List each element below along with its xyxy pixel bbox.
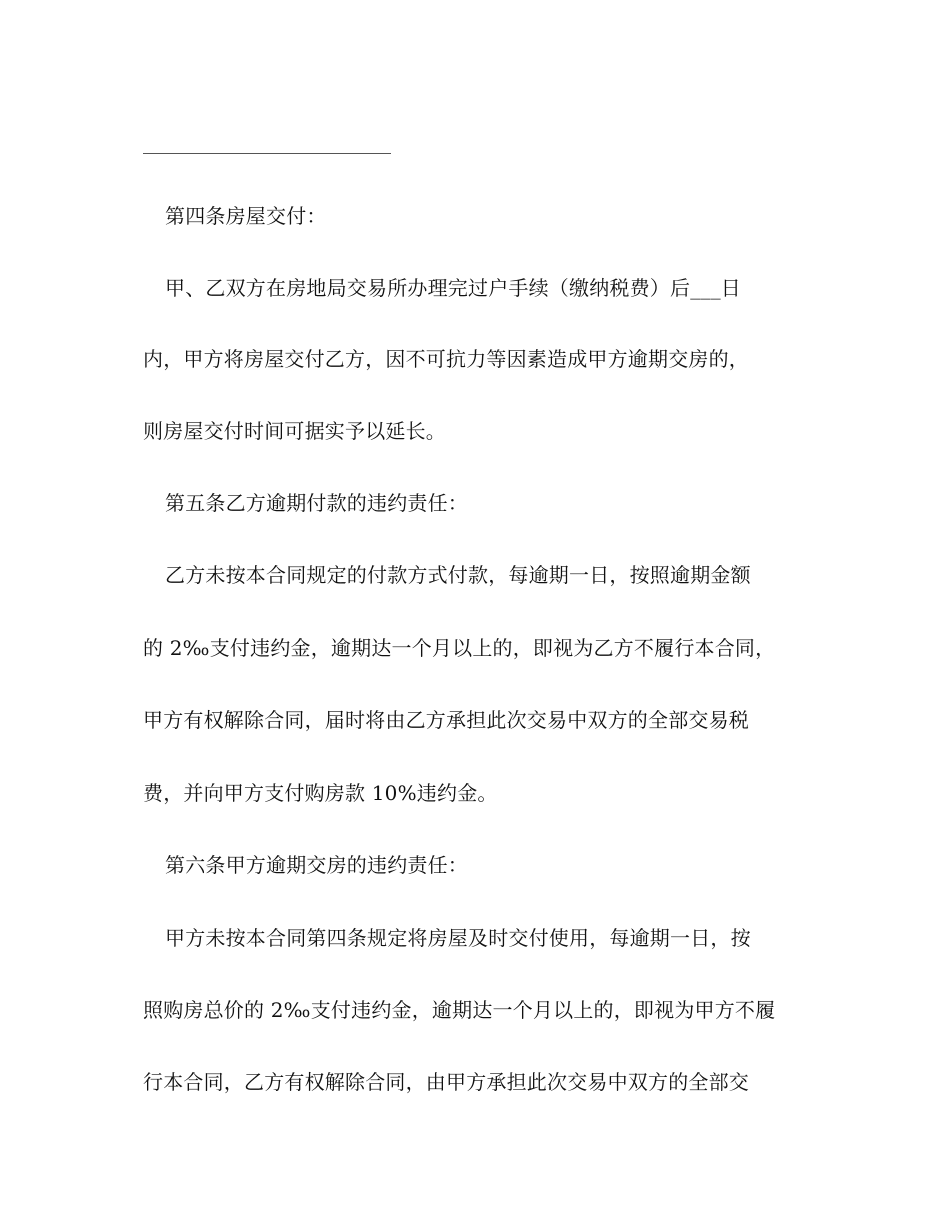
- article-5-text-line-1: 乙方未按本合同规定的付款方式付款，每逾期一日，按照逾期金额: [165, 563, 751, 587]
- article-5-text-line-2: 的 2‰支付违约金，逾期达一个月以上的，即视为乙方不履行本合同，: [143, 636, 776, 660]
- article-5-text-line-4: 费，并向甲方支付购房款 10%违约金。: [143, 781, 498, 805]
- article-6-heading: 第六条甲方逾期交房的违约责任：: [165, 853, 468, 877]
- article-6-text-line-3: 行本合同，乙方有权解除合同，由甲方承担此次交易中双方的全部交: [143, 1070, 749, 1094]
- article-4-text-line-3: 则房屋交付时间可据实予以延长。: [143, 419, 446, 443]
- article-6-text-line-2: 照购房总价的 2‰支付违约金，逾期达一个月以上的，即视为甲方不履: [143, 998, 776, 1022]
- article-6-text-line-1: 甲方未按本合同第四条规定将房屋及时交付使用，每逾期一日，按: [165, 926, 751, 950]
- article-4-text-line-1: 甲、乙双方在房地局交易所办理完过户手续（缴纳税费）后___日: [165, 276, 741, 300]
- article-5-text-line-3: 甲方有权解除合同，届时将由乙方承担此次交易中双方的全部交易税: [143, 708, 749, 732]
- top-divider-line: [143, 153, 391, 154]
- article-4-heading: 第四条房屋交付：: [165, 204, 327, 228]
- article-4-text-line-2: 内，甲方将房屋交付乙方，因不可抗力等因素造成甲方逾期交房的，: [143, 347, 749, 371]
- article-5-heading: 第五条乙方逾期付款的违约责任：: [165, 491, 468, 515]
